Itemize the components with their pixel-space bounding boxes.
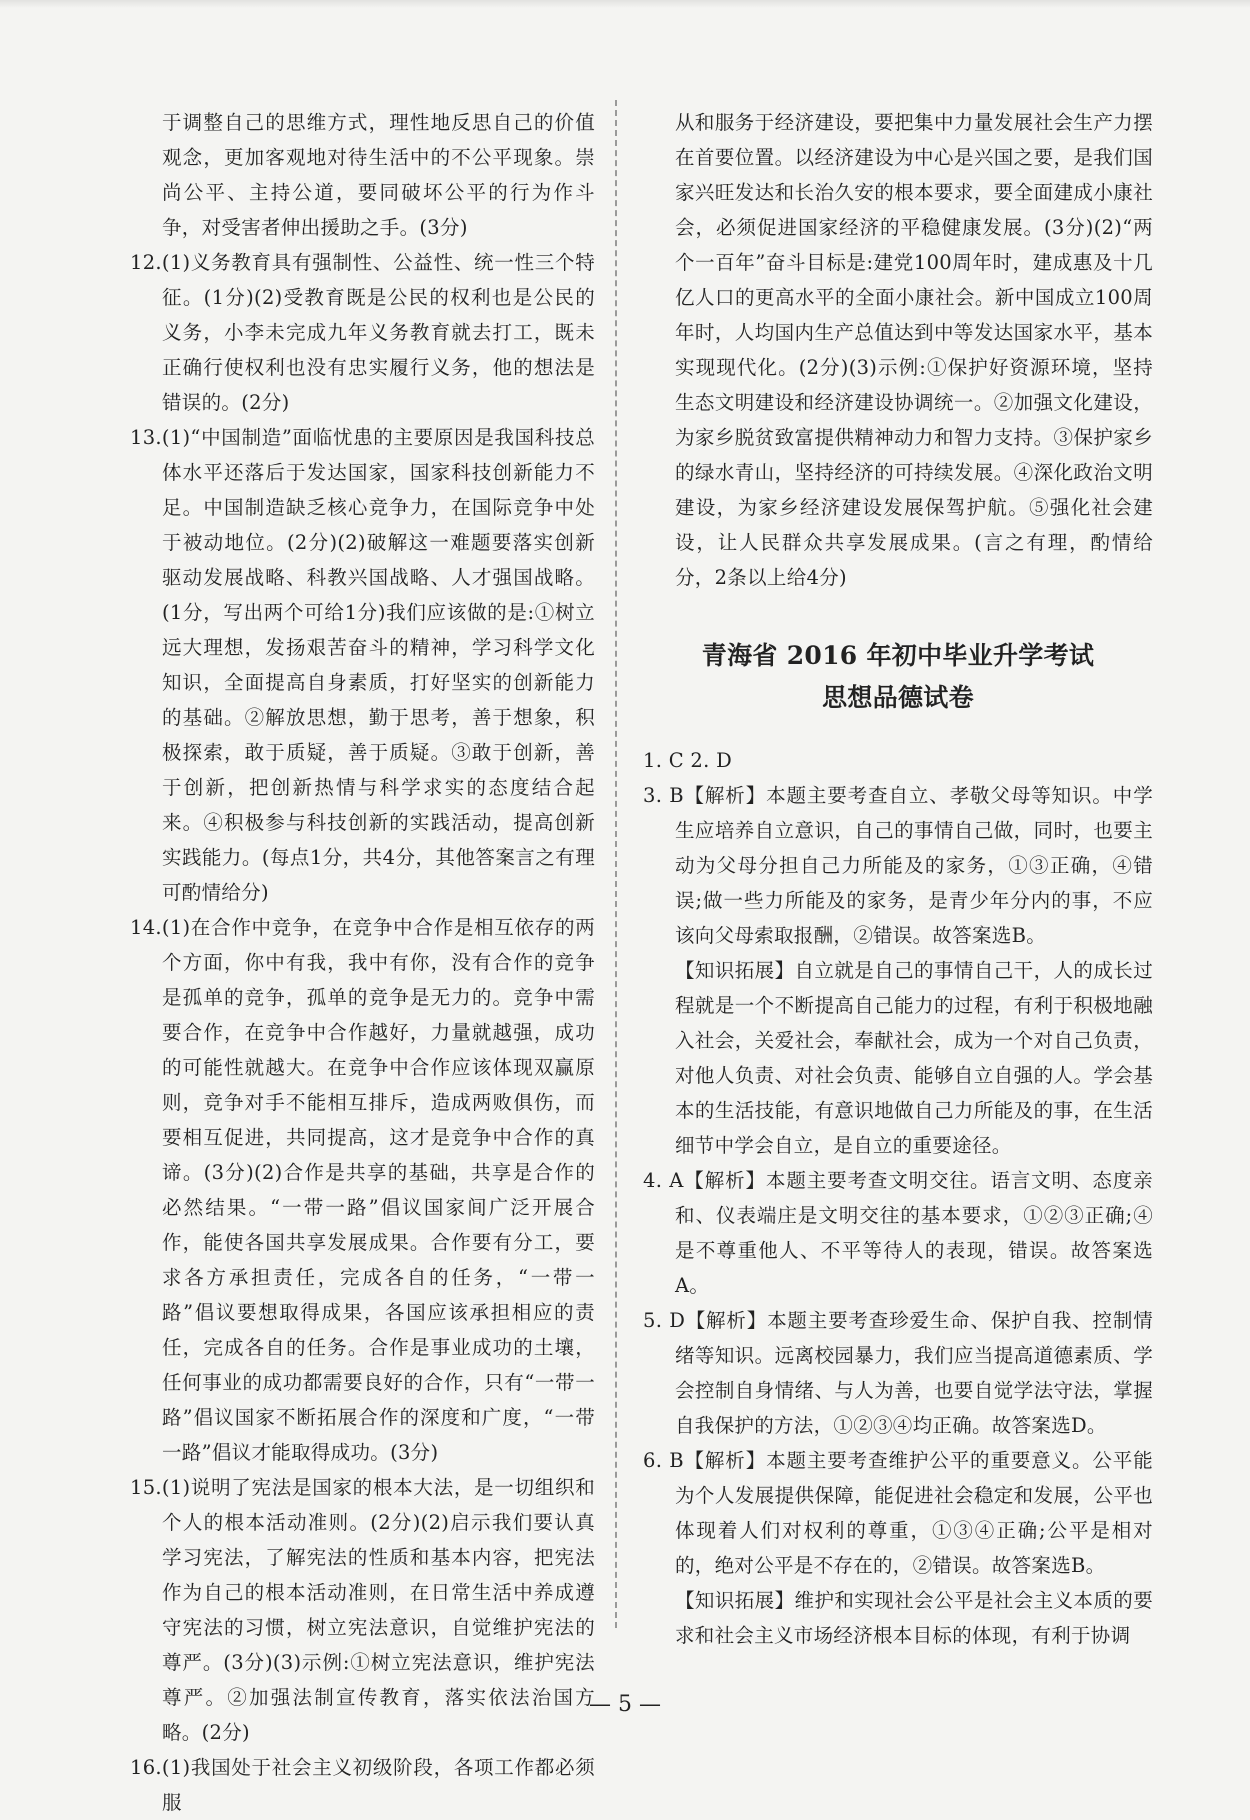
answer-16-continuation: 从和服务于经济建设，要把集中力量发展社会生产力摆在首要位置。以经济建设为中心是兴国之要，是我们国家兴旺发达和长治久安的根本要求，要全面建成小康社会，必须促进国家经济的平稳健康发展。(3分)(2)“两个一百年”奋斗目标是:建党100周年时，建成惠及十几亿人口的更高水平的全面小康社会。新中国成立100周年时，人均国内生产总值达到中等发达国家水平，基本实现现代化。(2分)(3)示例:①保护好资源环境，坚持生态文明建设和经济建设协调统一。②加强文化建设，为家乡脱贫致富提供精神动力和智力支持。③保护家乡的绿水青山，坚持经济的可持续发展。④深化政治文明建设，为家乡经济建设发展保驾护航。⑤强化社会建设，让人民群众共享发展成果。(言之有理，酌情给分，2条以上给4分) — [675, 111, 1153, 589]
page-top-edge — [0, 0, 1250, 8]
column-divider — [615, 100, 617, 1628]
exam-title — [643, 635, 1153, 719]
answer-4: 4. A【解析】本题主要考查文明交往。语言文明、态度亲和、仪表端庄是文明交往的基本要求，①②③正确;④是不尊重他人、不平等待人的表现，错误。故答案选A。 — [643, 1169, 1153, 1297]
answer-5: 5. D【解析】本题主要考查珍爱生命、保护自我、控制情绪等知识。远离校园暴力，我们应当提高道德素质、学会控制自身情绪、与人为善，也要自觉学法守法，掌握自我保护的方法，①②③④均正确。故答案选D。 — [643, 1309, 1153, 1437]
answer-16-start: 16.(1)我国处于社会主义初级阶段，各项工作都必须服 — [130, 1756, 595, 1814]
exam-title-line-2: 思想品德试卷 — [822, 683, 974, 712]
answers-1-2: 1. C 2. D — [643, 749, 733, 772]
answer-11-continuation: 于调整自己的思维方式，理性地反思自己的价值观念，更加客观地对待生活中的不公平现象。崇尚公平、主持公道，要同破坏公平的行为作斗争，对受害者伸出援助之手。(3分) — [162, 111, 595, 239]
page-number: — 5 — — [589, 1692, 661, 1717]
answer-3: 3. B【解析】本题主要考查自立、孝敬父母等知识。中学生应培养自立意识，自己的事情自己做，同时，也要主动为父母分担自己力所能及的家务，①③正确，④错误;做一些力所能及的家务，是青少年分内的事，不应该向父母索取报酬，②错误。故答案选B。 — [643, 784, 1153, 947]
answer-13: 13.(1)“中国制造”面临忧患的主要原因是我国科技总体水平还落后于发达国家，国家科技创新能力不足。中国制造缺乏核心竞争力，在国际竞争中处于被动地位。(2分)(2)破解这一难题要落实创新驱动发展战略、科教兴国战略、人才强国战略。(1分，写出两个可给1分)我们应该做的是:①树立远大理想，发扬艰苦奋斗的精神，学习科学文化知识，全面提高自身素质，打好坚实的创新能力的基础。②解放思想，勤于思考，善于想象，积极探索，敢于质疑，善于质疑。③敢于创新，善于创新，把创新热情与科学求实的态度结合起来。④积极参与科技创新的实践活动，提高创新实践能力。(每点1分，共4分，其他答案言之有理可酌情给分) — [130, 426, 595, 904]
answer-3-knowledge-extension: 【知识拓展】自立就是自己的事情自己干，人的成长过程就是一个不断提高自己能力的过程，有利于积极地融入社会，关爱社会，奉献社会，成为一个对自己负责，对他人负责、对社会负责、能够自立自强的人。学会基本的生活技能，有意识地做自己力所能及的事，在生活细节中学会自立，是自立的重要途径。 — [675, 959, 1153, 1157]
answer-14: 14.(1)在合作中竞争，在竞争中合作是相互依存的两个方面，你中有我，我中有你，没有合作的竞争是孤单的竞争，孤单的竞争是无力的。竞争中需要合作，在竞争中合作越好，力量就越强，成功的可能性就越大。在竞争中合作应该体现双赢原则，竞争对手不能相互排斥，造成两败俱伤，而要相互促进，共同提高，这才是竞争中合作的真谛。(3分)(2)合作是共享的基础，共享是合作的必然结果。“一带一路”倡议国家间广泛开展合作，能使各国共享发展成果。合作要有分工，要求各方承担责任，完成各自的任务，“一带一路”倡议要想取得成果，各国应该承担相应的责任，完成各自的任务。合作是事业成功的土壤，任何事业的成功都需要良好的合作，只有“一带一路”倡议国家不断拓展合作的深度和广度，“一带一路”倡议才能取得成功。(3分) — [130, 916, 595, 1464]
answer-12: 12.(1)义务教育具有强制性、公益性、统一性三个特征。(1分)(2)受教育既是公民的权利也是公民的义务，小李未完成九年义务教育就去打工，既未正确行使权利也没有忠实履行义务，他的想法是错误的。(2分) — [130, 251, 595, 414]
answer-6: 6. B【解析】本题主要考查维护公平的重要意义。公平能为个人发展提供保障，能促进社会稳定和发展，公平也体现着人们对权利的尊重，①③④正确;公平是相对的，绝对公平是不存在的，②错误。故答案选B。 — [643, 1449, 1153, 1577]
answer-6-knowledge-extension: 【知识拓展】维护和实现社会公平是社会主义本质的要求和社会主义市场经济根本目标的体现，有利于协调 — [675, 1589, 1153, 1647]
answer-15: 15.(1)说明了宪法是国家的根本大法，是一切组织和个人的根本活动准则。(2分)(2)启示我们要认真学习宪法，了解宪法的性质和基本内容，把宪法作为自己的根本活动准则，在日常生活中养成遵守宪法的习惯，树立宪法意识，自觉维护宪法的尊严。(3分)(3)示例:①树立宪法意识，维护宪法尊严。②加强法制宣传教育，落实依法治国方略。(2分) — [130, 1476, 595, 1744]
exam-title-line-1: 青海省 2016 年初中毕业升学考试 — [701, 641, 1095, 670]
left-column — [130, 105, 595, 1820]
right-column — [643, 105, 1153, 1653]
